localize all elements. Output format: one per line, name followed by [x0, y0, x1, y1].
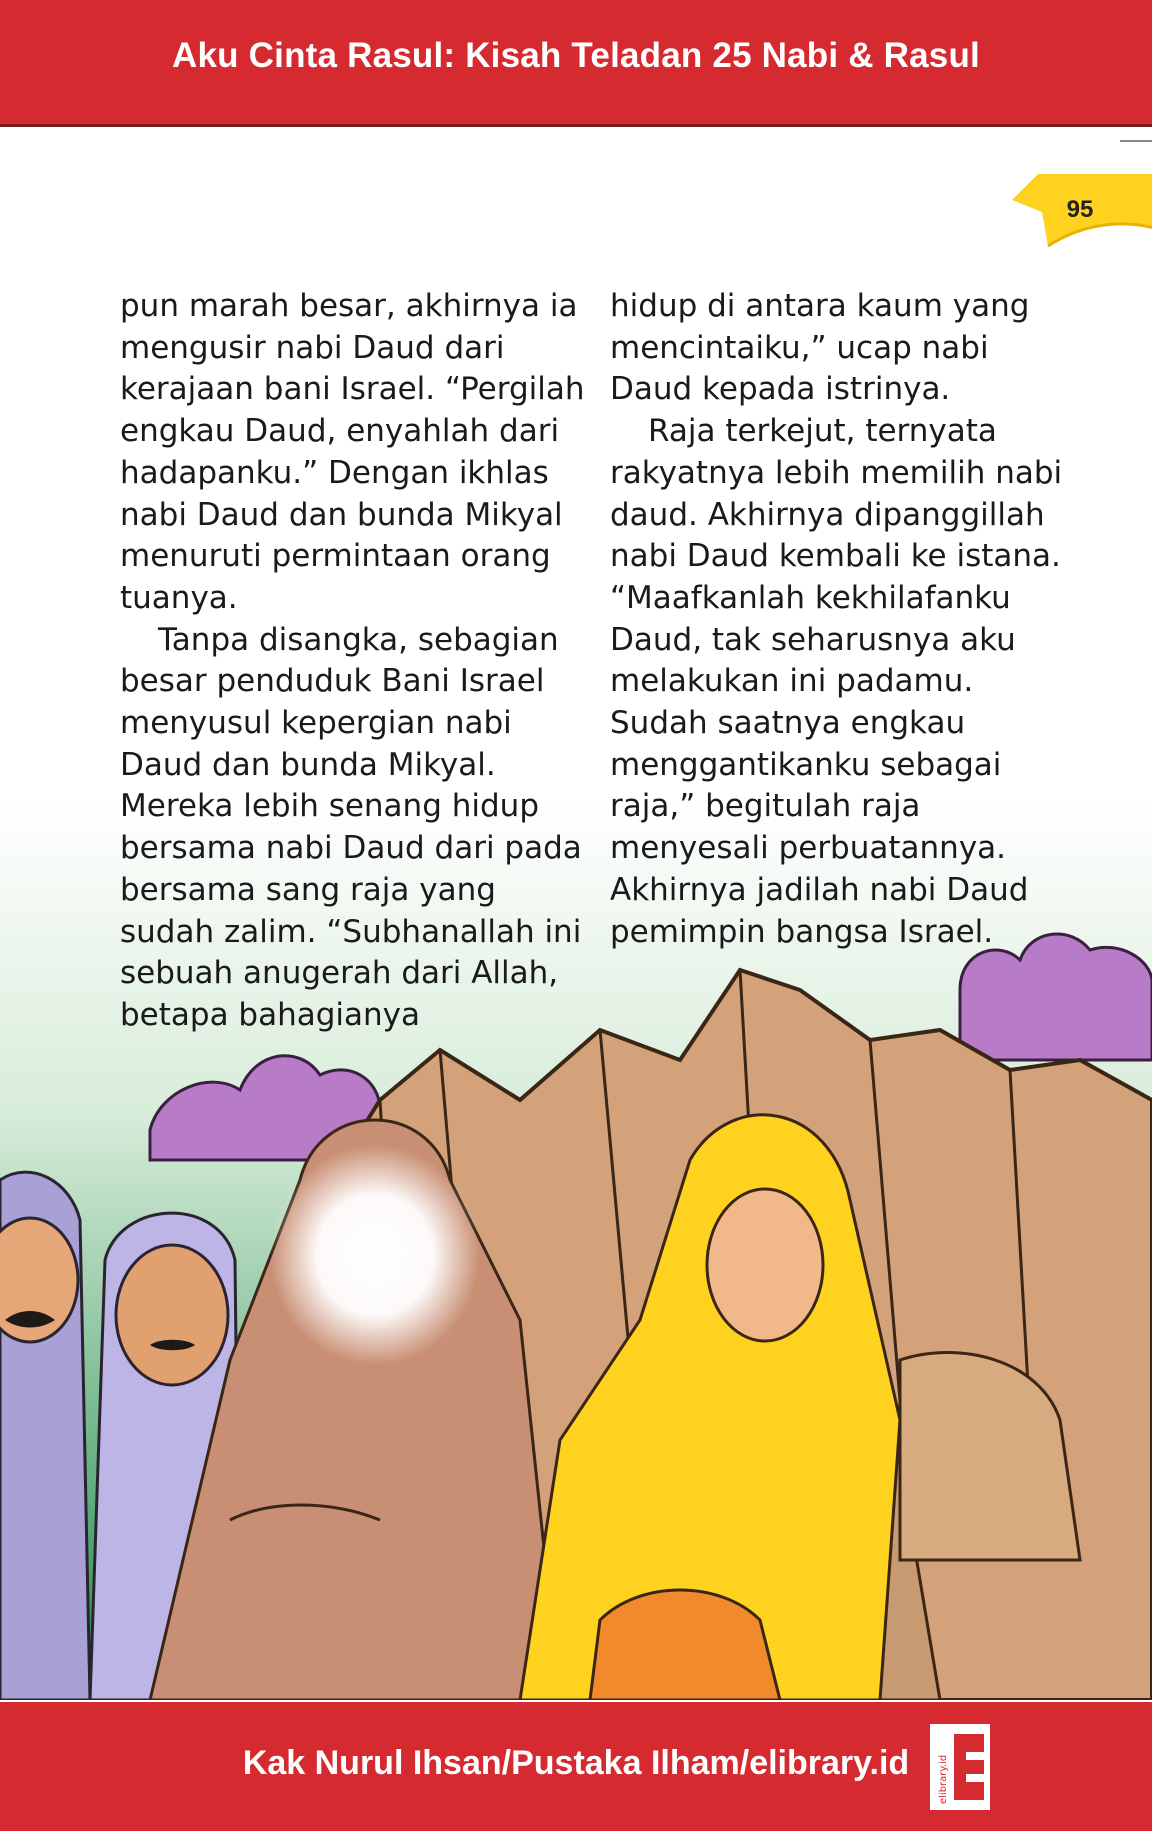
page-number: 95	[1066, 196, 1094, 223]
elibrary-logo-icon	[930, 1724, 990, 1810]
crop-mark	[1120, 140, 1152, 142]
paragraph: hidup di antara kaum yang mencintaiku,” ucap nabi Daud kepada istrinya.	[610, 288, 1030, 408]
book-title: Aku Cinta Rasul: Kisah Teladan 25 Nabi & Rasul	[172, 36, 980, 75]
story-column-left	[120, 286, 590, 1037]
paragraph: Tanpa disangka, sebagian besar penduduk Bani Israel menyusul kepergian nabi Daud dan bunda Mikyal. Mereka lebih senang hidup bersama nabi Daud dari pada bersama sang raja yang sudah zalim. “Subhanallah ini sebuah anugerah dari Allah, betapa bahagianya	[120, 621, 582, 1033]
story-column-right	[610, 286, 1080, 953]
paragraph: pun marah besar, akhirnya ia mengusir nabi Daud dari kerajaan bani Israel. “Pergilah engkau Daud, enyahlah dari hadapanku.” Dengan ikhlas nabi Daud dan bunda Mikyal menuruti permintaan orang tuanya.	[120, 288, 585, 616]
page-footer	[0, 1702, 1152, 1831]
paragraph: Raja terkejut, ternyata rakyatnya lebih memilih nabi daud. Akhirnya dipanggillah nabi Daud kembali ke istana. “Maafkanlah kekhilafanku Daud, tak seharusnya aku melakukan ini padamu. Sudah saatnya engkau menggantikanku sebagai raja,” begitulah raja menyesali perbuatannya. Akhirnya jadilah nabi Daud pemimpin bangsa Israel.	[610, 413, 1063, 950]
page-header	[0, 0, 1152, 127]
footer-credit: Kak Nurul Ihsan/Pustaka Ilham/elibrary.id	[242, 1744, 910, 1782]
svg-text:elibrary.id: elibrary.id	[938, 1754, 949, 1804]
